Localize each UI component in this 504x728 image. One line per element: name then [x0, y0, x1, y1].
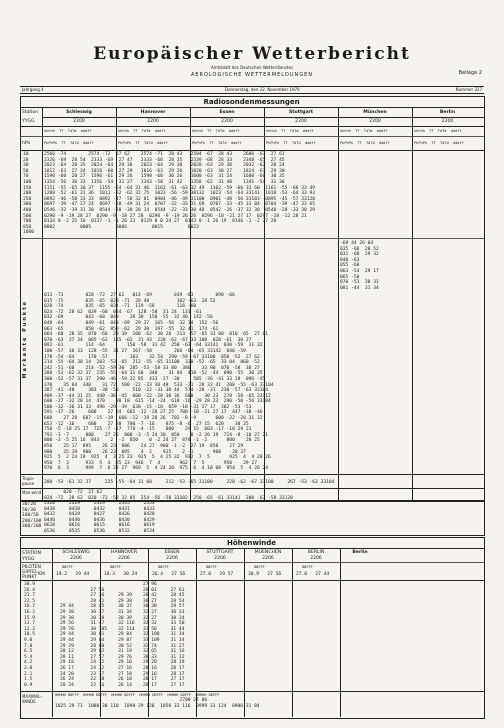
sig-row: 925 5 2 24 18 925 4 3 25 23 925 5 4 25 32 932 7 5 925 4 4 28 26 [44, 455, 271, 461]
hw-time: 2206 [262, 556, 274, 561]
rule [20, 488, 484, 489]
hw-wind-row: 28 41 29 38 30 27 28 54 [60, 598, 185, 604]
pressure-levels [23, 152, 34, 236]
hw-height: 30.9 [24, 582, 36, 587]
thickness-row: 0438 0438 0432 0431 0433 [44, 506, 155, 512]
thickness-row: 0432 0429 0427 0426 0428 [44, 512, 155, 518]
hpa-label: hPa [22, 141, 31, 146]
hw-height: 4.2 [24, 660, 33, 666]
rule [20, 238, 484, 239]
thickness-row: 0440 0440 0436 0430 0429 [44, 517, 155, 523]
hw-height: 18.7 [24, 604, 36, 610]
rule [20, 126, 484, 127]
upper-row: 1151 -55 -65 30 37 1155 -54 -64 31 46 1162 -61 -63 32 49 1162 -59 -66 33 60 1161 -55 -66 33 49 [44, 185, 316, 191]
maxwind-row: 024 -72 28 62 020 -72 -59 32 85 254 -56 -58 33102 250 -65 -61 33141 300 -67 -58 33120 [44, 495, 293, 501]
hw-station: HANNOVER [110, 550, 138, 555]
col-header: hhhhh TT TdTd dddff [266, 129, 314, 133]
thickness-data [44, 501, 155, 535]
sig-row: 500 -32 -36 31 33 496 -29 -39 630 -15 -18 659 -18 -31 27 17 302 -53 -53 [44, 404, 252, 410]
hw-height: 16.2 [24, 609, 36, 615]
sig-row-munich: -69 44 26 04 [340, 241, 374, 246]
thickness-level: 300/200 [22, 524, 42, 530]
hoehenwinde-heading: Höhenwinde [227, 539, 276, 547]
sig-row-munich: 055 -60 [340, 263, 360, 269]
col-header: PhPhPh TT TdTd dddff [192, 141, 242, 145]
hw-height: 7.8 [24, 643, 33, 649]
sig-row: 387 -41 -48 383 -38 -50 510 -22 -31 30 44 574 -20 -31 238 -57 -63 33104 [44, 388, 269, 394]
thickness-row: 0536 0535 0536 0532 0534 [44, 528, 155, 534]
station-name: Essen [219, 110, 235, 115]
maxwind-row: 020 -72 27 62 [44, 490, 103, 495]
rule [20, 691, 484, 692]
gipfel: 27.0 29 57 [200, 572, 234, 577]
sig-row: 970 8 3 999 7 6 23 27 969 5 4 24 20 975 6 4 18 08 954 5 4 26 24 [44, 466, 269, 472]
upper-row: 0290 -9 -19 28 27 0290 -9 -18 27 28 0290 -9 -19 26 26 0296 -10 -21 27 17 0297 -10 -12 28 21 [44, 213, 307, 219]
hw-height: 22.5 [24, 598, 36, 604]
sig-row: 015 -75 035 -65 028 -71 28 48 102 -63 28 52 [44, 298, 216, 304]
rule [20, 150, 484, 151]
thickness-level: 30/20 [22, 502, 36, 507]
hw-height: 15.9 [24, 615, 36, 621]
pressure-level: 50 [23, 168, 29, 174]
hw-height: 9.0 [24, 637, 33, 643]
sig-row: 048 -64 049 -61 040 -69 29 37 165 -56 32 34 152 -56 [44, 320, 219, 326]
station-time: 2200 [73, 119, 85, 124]
hw-station: MUENCHEN [254, 550, 282, 555]
pressure-level: 150 [23, 185, 32, 191]
hw-height: 12.2 [24, 626, 36, 632]
hw-max-label: MAXIMAL-WINDE [22, 694, 42, 704]
thickness-level: 50/30 [22, 507, 36, 513]
hw-wind-row: 29 44 29 84 29 87 33 109 31 34 [60, 637, 185, 643]
issue-date: Donnerstag, den 22. November 1979 [225, 87, 300, 92]
col-header: PhPhPh TT TdTd dddff [414, 141, 464, 145]
rule [20, 474, 484, 475]
hw-heights [24, 582, 35, 688]
hw-wind-row: 29 38 30 37 31 34 32 27 30 33 [60, 609, 185, 615]
col-header: PhPhPh TT TdTd dddff [118, 141, 168, 145]
pressure-level: 400 [23, 207, 32, 213]
sig-row: 409 -37 -44 31 25 440 -36 -45 600 -22 -28 30 36 600 30 23 278 -50 -65 33112 [44, 393, 271, 399]
hw-height: 23.7 [24, 593, 36, 599]
hw-height: 5.4 [24, 654, 33, 660]
hw-time: 2206 [310, 556, 322, 561]
sig-row: 750 -5 -10 25 17 725 -7 -17 778 -4 -15 800 29 15 603 -17 -18 29 21 [44, 427, 252, 433]
hw-km-label: KM [38, 572, 45, 577]
sig-row: 020 -74 035 -65 034 -71 119 -58 116 -60 [44, 304, 197, 310]
rule [20, 548, 484, 549]
hw-time: 2206 [166, 556, 178, 561]
thickness-levels [22, 502, 41, 530]
hw-wind-row: 26 17 24 12 27 16 28 16 28 17 [60, 665, 185, 671]
gipfel: 26.4 27 56 [152, 572, 186, 577]
tropo-label: Tropo-pause [22, 476, 35, 486]
hw-station: SCHLESWIG [62, 550, 90, 555]
sig-row: 214 -55 -64 30 14 203 -53 -65 212 -55 -65 31100 330 -52 -65 33 84 060 -52 [44, 360, 260, 366]
pressure-level: 70 [23, 174, 29, 180]
sig-row: 280 -53 -62 32 37 235 -55 -64 31 60 340 31 84 410 -52 -44 090 -55 30 35 [44, 371, 263, 377]
pressure-level: 20 [23, 157, 29, 163]
radiosonde-heading: Radiosondenmessungen [203, 98, 300, 106]
col-header: hhhhh TT TdTd dddff [414, 129, 462, 133]
gipfel: 19.2 29 44 [56, 572, 90, 577]
hw-height: 1.5 [24, 677, 33, 683]
maxwind-label: Max-wind [22, 490, 42, 495]
upper-air-data [44, 152, 315, 230]
hw-max-row: 2700 27 86 [55, 698, 208, 703]
sig-row: 958 7 3 933 5 4 25 23 946 7 4 962 7 5 950 29 27 [44, 460, 257, 466]
hw-yygg-label: YYGG [22, 557, 35, 562]
hw-wind-row: 29 44 28 45 30 37 30 30 29 57 [60, 604, 185, 610]
rule [20, 107, 484, 108]
hw-wind-row: 29 38 30 38 30 39 32 27 30 34 [60, 615, 185, 621]
hw-station-label: STATION [22, 551, 41, 556]
sig-row: 370 35 04 340 31 72 500 -22 -33 30 48 533 -21 -28 32 41 208 -55 -63 33104 [44, 382, 274, 388]
rule [42, 107, 43, 500]
hw-time: 2206 [118, 556, 130, 561]
upper-row: 1208 -52 -61 31 36 1011 -52 -62 32 75 1023 -56 -59 30132 1023 -54 -64 33141 1018 -53 -64 33 93 [44, 191, 316, 197]
upper-row: 2023 -64 28 35 2024 -64 29 38 2023 -64 29 30 2028 -63 29 30 2032 -62 28 24 [44, 163, 285, 169]
hw-height: 6.5 [24, 649, 33, 655]
station-time: 2200 [221, 119, 233, 124]
hw-wind-row: 27 56 28 01 27 61 [60, 587, 185, 593]
significant-levels-data [44, 293, 274, 472]
hw-max-header: HHHHH DDFFF HHHHH DDFFF HHHHH DDFFF HHHHH DDFFF HHHHH DDFFF HHHHH DDFFF [55, 693, 220, 697]
upper-row: 0892 -46 -58 33 33 0892 -47 -58 32 81 0904 -46 -49 31100 0901 -48 -56 33103 0895 -45 -57 33120 [44, 196, 316, 202]
sig-row-munich: 063 -54 29 17 [340, 268, 379, 274]
sig-row: 591 -17 -26 600 27 24 665 -12 -28 27 25 700 -10 -21 27 17 447 -38 -46 [44, 410, 263, 416]
upper-row: 0546 -32 -39 31 30 0544 -28 -38 28 14 0544 -22 -33 30 48 0542 -26 -37 32 30 0548 -28 -33 30 29 [44, 207, 316, 213]
col-header: hhhhh TT TdTd dddff [340, 129, 388, 133]
hw-piloten-label: PILOTEN [22, 565, 41, 570]
hw-col-header: DDFFF [302, 565, 313, 569]
upper-row: 2326 -69 28 54 2333 -69 27 47 2333 -68 28 35 2339 -68 28 33 2348 -65 27 45 [44, 157, 285, 163]
hw-wind-row: 24 20 23 17 27 18 29 16 28 17 [60, 671, 185, 677]
meta-line [20, 86, 484, 94]
hw-time: 2206 [70, 556, 82, 561]
sig-row: 092 -61 114 -64 150 -58 31 42 250 -63 -64 33141 030 -59 31 32 [44, 343, 263, 349]
rule [20, 562, 484, 563]
hw-wind-row: 29 56 31 47 32 116 32 32 33 50 [60, 621, 185, 627]
hw-gipfel-label: GIPFEL- [22, 570, 40, 575]
hw-col-header: DDFFF [62, 565, 73, 569]
hw-height: 26.4 [24, 587, 36, 593]
hw-wind-row: 27 96 [60, 582, 157, 587]
rule [42, 117, 484, 118]
upper-row: 0134 0 -2 25 16 0137 -1 -1 26 23 0129 0 0 24 27 0143 0 -1 26 19 0146 -1 -2 27 28 [44, 219, 277, 225]
hw-col-header: DDFFF [254, 565, 265, 569]
pressure-level: 100 [23, 179, 32, 185]
station-label: Station [22, 110, 38, 115]
col-header: PhPhPh TT TdTd dddff [340, 141, 390, 145]
sig-row-munich: 035 -66 28 52 [340, 246, 379, 252]
hw-height: 3.0 [24, 665, 33, 671]
sig-row: 070 -63 27 34 085 -62 115 -62 31 43 220 -62 -67 33 100 020 -61 30 27 [44, 337, 252, 343]
station-name: München [363, 110, 387, 115]
pressure-level: 700 [23, 219, 32, 225]
sig-row: 013 -73 020 -72 27 62 014 -69 039 -63 090 -66 [44, 293, 235, 298]
hw-height: 2.1 [24, 671, 33, 677]
yygg-label: YYGG [22, 119, 35, 124]
gipfel: 27.0 27 44 [296, 572, 330, 577]
upper-row: 2566 -74 2574 -72 27 62 2574 -71 28 43 2584 -67 28 43 2606 -67 27 61 [44, 152, 285, 157]
col-header: hhhhh TT TdTd dddff [192, 129, 240, 133]
hw-max-row: 1025 29 71 1080 30 110 1090 29 120 1058 32 116 0999 33 124 0900 31 84 [55, 703, 260, 709]
station-time: 2200 [441, 119, 454, 124]
station-name: Stuttgart [288, 110, 314, 115]
hw-time: 2206 [214, 556, 226, 561]
thickness-row: 2320 2329 2329 2335 2353 [44, 501, 155, 506]
hw-punkt-label: PUNKT [22, 575, 37, 580]
hw-wind-row: 28 11 27 57 29 76 30 33 31 12 [60, 654, 185, 660]
upper-row: 0697 -39 -47 27 24 0697 -38 -49 31 24 0707 -32 -33 31 69 0707 -33 -45 33 84 0704 -39 -47 33 65 [44, 202, 316, 208]
page-subtitle: Amtsblatt des Deutschen Wetterdienstes [210, 65, 294, 70]
col-header: hhhhh TT TdTd dddff [44, 129, 92, 133]
col-header: PhPhPh TT TdTd dddff [44, 141, 94, 145]
hw-station: STUTTGART [206, 550, 234, 555]
hw-wind-row: 29 29 28 80 30 52 32 74 31 27 [60, 643, 185, 649]
sig-row: 850 25 17 895 26 23 886 24 27 900 -1 -2 27 19 850 27 29 [44, 444, 244, 450]
sig-row: 600 -27 -32 28 14 470 30 18 615 -14 -24 618 -16 -29 28 23 290 -50 -56 33104 [44, 399, 271, 405]
hw-wind-row: 26 24 22 18 26 18 28 17 27 17 [60, 677, 185, 683]
hw-max-data [55, 698, 260, 709]
sig-row: 800 -3 -5 25 16 843 2 -2 850 0 -2 24 27 878 -1 -2 800 28 25 [44, 438, 260, 444]
hw-wind-row: 29 70 30 105 32 114 33 50 31 44 [60, 626, 185, 632]
pressure-level: 200 [23, 191, 32, 197]
hw-station: BERLIN [307, 550, 325, 555]
station-time: 2200 [295, 119, 307, 124]
hw-col-header: DDFFF [110, 565, 121, 569]
hw-wind-data [60, 582, 184, 688]
hw-col-header: DDFFF [158, 565, 169, 569]
pressure-level: 300 [23, 202, 32, 208]
sig-row: 653 -12 -16 600 27 30 700 -7 -16 875 -8 -6 27 15 620 30 25 [44, 421, 249, 427]
gipfel: 18.3 30 24 [104, 572, 138, 577]
section-label-vertical: Markante Punkte [22, 300, 28, 379]
station-name: Hannover [140, 110, 166, 115]
sig-row: 178 -54 -64 170 -57 183 32 54 290 -59 -67 33100 050 -52 27 62 [44, 354, 260, 360]
hw-height: 13.7 [24, 621, 36, 627]
sig-row: 792 -3 -7 800 27 25 800 -3 -5 24 30 850 0 -2 26 19 724 -8 -10 27 21 [44, 432, 269, 438]
rule [412, 107, 413, 500]
upper-row: 0002 0005 0006 0015 0023 [44, 224, 199, 230]
sig-row: 900 25 19 900 26 23 895 4 2 925 2 -1 900 28 27 [44, 449, 246, 455]
thickness-level: 100/50 [22, 513, 39, 519]
page-subtitle-2: AEROLOGISCHE WETTERMELDUNGEN [190, 72, 314, 78]
hw-wind-row: 28 12 29 62 31 19 32 65 31 16 [60, 649, 185, 655]
sig-row: 032 -69 043 -68 040 28 30 150 -55 32 40 142 -56 [44, 315, 213, 321]
thickness-level: 200/100 [22, 518, 42, 524]
col-header: PhPhPh TT TdTd dddff [266, 141, 316, 145]
pressure-level: 1000 [23, 230, 35, 236]
hw-height: 10.5 [24, 632, 36, 638]
pressure-level: 250 [23, 196, 32, 202]
hw-height: 0.9 [24, 682, 33, 688]
sig-row: 063 -65 050 -62 059 -62 29 30 197 -55 32 41 174 -61 [44, 326, 219, 332]
pressure-level: 30 [23, 163, 29, 169]
hw-wind-row: 27 36 29 39 28 42 28 45 [60, 593, 185, 599]
sig-row-munich: 031 -68 29 32 [340, 252, 379, 258]
tropo-data: 280 -53 -61 32 37 235 -55 -64 31 60 212 -53 -65 31100 220 -62 -67 33100 267 -53 -63 33104 [44, 480, 335, 485]
hw-station: ESSEN [164, 550, 180, 555]
thickness-row: 0628 0616 0615 0616 0619 [44, 523, 155, 529]
hw-wind-row: 20 24 22 16 26 14 28 17 27 17 [60, 682, 185, 688]
station-name: Schleswig [66, 110, 92, 115]
station-name: Berlin [439, 110, 456, 115]
sig-row-munich: 070 -51 30 31 [340, 280, 379, 286]
munich-sig-data [340, 241, 379, 291]
sig-row: 100 -57 30 33 128 -55 31 27 167 -58 266 -64 -65 33142 040 -59 [44, 348, 246, 354]
hw-station: Berlin [352, 550, 368, 555]
sig-row: 024 -72 28 62 039 -68 034 -67 128 -58 31 24 131 -61 [44, 309, 202, 315]
upper-row: 1354 -56 30 33 1356 -54 31 27 1343 -58 31 42 1358 -62 31 40 1345 -54 31 36 [44, 179, 285, 185]
station-time: 2200 [369, 119, 381, 124]
sig-row-munich: 048 -63 [340, 257, 360, 263]
col-header: hhhhh TT TdTd dddff [118, 129, 166, 133]
upper-row: 1590 -60 28 27 1596 -61 29 26 1598 -60 30 26 1600 -63 31 24 1600 -60 30 35 [44, 174, 285, 180]
sig-row: 064 -60 28 35 070 -60 29 39 100 -62 30 26 213 -57 -65 33 00 010 -65 27 81 [44, 332, 269, 338]
jahrgang: Jahrgang 4 [22, 87, 44, 92]
hw-wind-row: 29 44 30 81 29 84 32 100 31 34 [60, 632, 185, 638]
gipfel: 30.9 27 56 [248, 572, 282, 577]
rule [20, 136, 484, 137]
sig-row: 300 -52 -57 31 37 290 -46 -59 32 85 433 -27 -30 505 -36 -41 33 28 096 -45 [44, 376, 266, 382]
hw-col-header: DDFFF [206, 565, 217, 569]
sig-row: 600 27 20 607 -15 -19 666 -12 -19 28 26 702 -8 -9 600 -22 -28 31 32 [44, 416, 263, 422]
page-title: Europäischer Wetterbericht [93, 44, 411, 64]
pressure-level: 850 [23, 224, 32, 230]
issue-number: Nummer 327 [455, 87, 482, 92]
upper-row: 1812 -63 27 34 1816 -60 27 29 1816 -63 29 26 1820 -63 30 27 1824 -61 29 30 [44, 168, 285, 174]
pressure-level: 500 [23, 213, 32, 219]
sig-row-munich: 081 -44 31 34 [340, 285, 379, 291]
sig-row-munich: 065 -50 [340, 274, 360, 280]
rule [20, 580, 484, 581]
station-time: 2200 [147, 119, 159, 124]
beilage-label: Beilage 2 [458, 70, 482, 76]
sig-row: 242 -51 -60 214 -52 -59 30 285 -53 -58 33 80 380 33 90 070 -58 30 27 [44, 365, 260, 371]
hw-wind-row: 29 18 24 12 29 10 29 20 28 19 [60, 660, 185, 666]
rule [338, 107, 339, 500]
pressure-level: 10 [23, 152, 29, 157]
